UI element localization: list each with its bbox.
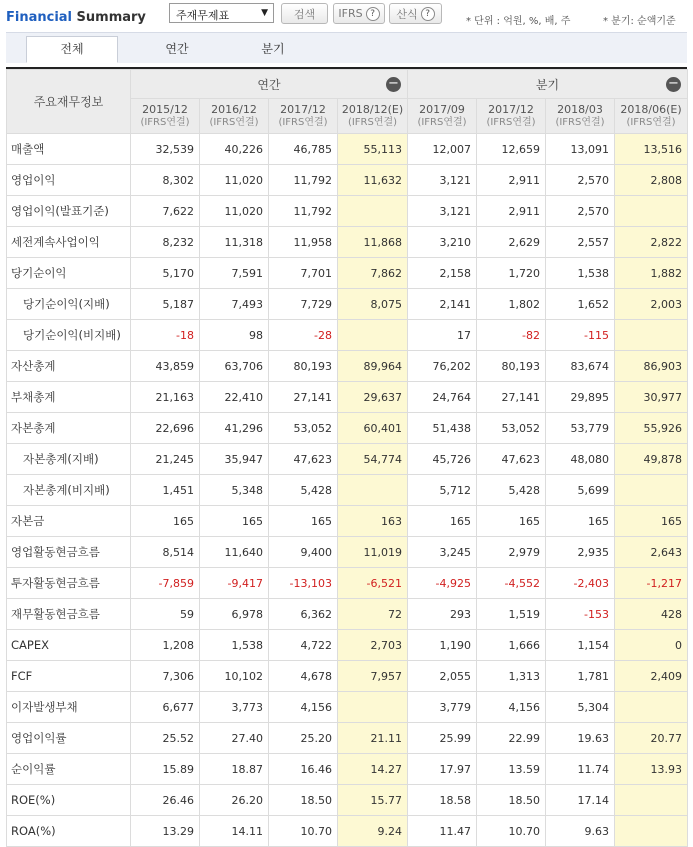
- table-cell: 27,141: [269, 382, 338, 413]
- table-cell: 3,245: [408, 537, 477, 568]
- table-cell: 53,779: [546, 413, 615, 444]
- table-cell: 16.46: [269, 754, 338, 785]
- table-cell: 72: [338, 599, 408, 630]
- statement-type-value: 주재무제표: [176, 9, 230, 22]
- table-cell: -6,521: [338, 568, 408, 599]
- table-cell: 13.59: [477, 754, 546, 785]
- table-cell: [338, 320, 408, 351]
- column-basis: (IFRS연결): [278, 117, 328, 128]
- table-cell: -7,859: [131, 568, 200, 599]
- table-cell: 7,957: [338, 661, 408, 692]
- row-label: 당기순이익: [7, 258, 131, 289]
- column-date: 2016/12: [211, 103, 257, 116]
- table-cell: [615, 816, 688, 847]
- table-cell: [338, 475, 408, 506]
- tab-all[interactable]: 전체: [26, 36, 118, 63]
- row-label: CAPEX: [7, 630, 131, 661]
- table-cell: 2,629: [477, 227, 546, 258]
- table-cell: 48,080: [546, 444, 615, 475]
- table-row: [7, 351, 688, 382]
- table-cell: 53,052: [269, 413, 338, 444]
- ifrs-help-button[interactable]: [333, 3, 385, 24]
- table-cell: 1,666: [477, 630, 546, 661]
- table-cell: 80,193: [477, 351, 546, 382]
- table-cell: 11.74: [546, 754, 615, 785]
- table-cell: 2,557: [546, 227, 615, 258]
- row-label: 자본총계(지배): [7, 444, 131, 475]
- table-cell: 25.20: [269, 723, 338, 754]
- table-cell: -18: [131, 320, 200, 351]
- table-cell: 22,410: [200, 382, 269, 413]
- column-header: [131, 99, 200, 134]
- table-cell: [615, 196, 688, 227]
- table-cell: 165: [546, 506, 615, 537]
- table-cell: 8,302: [131, 165, 200, 196]
- table-cell: 80,193: [269, 351, 338, 382]
- row-label: ROA(%): [7, 816, 131, 847]
- search-button[interactable]: [281, 3, 328, 24]
- table-cell: 35,947: [200, 444, 269, 475]
- table-cell: 24,764: [408, 382, 477, 413]
- question-icon: ?: [366, 7, 380, 21]
- table-cell: [338, 692, 408, 723]
- column-basis: (IFRS연결): [555, 117, 605, 128]
- collapse-quarter-icon[interactable]: −: [666, 77, 681, 92]
- table-row: [7, 630, 688, 661]
- financial-summary-table: [6, 67, 687, 847]
- table-cell: 40,226: [200, 134, 269, 165]
- table-cell: -4,925: [408, 568, 477, 599]
- column-date: 2017/12: [488, 103, 534, 116]
- row-label: 재무활동현금흐름: [7, 599, 131, 630]
- table-cell: 1,190: [408, 630, 477, 661]
- table-cell: 2,055: [408, 661, 477, 692]
- table-cell: 8,075: [338, 289, 408, 320]
- table-cell: 2,911: [477, 165, 546, 196]
- table-cell: 1,781: [546, 661, 615, 692]
- table-cell: [615, 692, 688, 723]
- column-header: [200, 99, 269, 134]
- table-row: [7, 196, 688, 227]
- table-cell: 10.70: [477, 816, 546, 847]
- table-cell: 18.58: [408, 785, 477, 816]
- table-cell: 21,245: [131, 444, 200, 475]
- table-cell: 18.50: [269, 785, 338, 816]
- table-cell: 21,163: [131, 382, 200, 413]
- table-row: [7, 413, 688, 444]
- row-label: 자본총계: [7, 413, 131, 444]
- quarter-group-label: 분기: [535, 77, 560, 92]
- table-cell: 49,878: [615, 444, 688, 475]
- column-header: [477, 99, 546, 134]
- unit-note: * 단위 : 억원, %, 배, 주: [466, 16, 571, 27]
- table-cell: 47,623: [269, 444, 338, 475]
- table-cell: 6,677: [131, 692, 200, 723]
- row-label: 매출액: [7, 134, 131, 165]
- table-cell: 11,868: [338, 227, 408, 258]
- table-row: [7, 227, 688, 258]
- row-label: 영업활동현금흐름: [7, 537, 131, 568]
- table-row: [7, 258, 688, 289]
- table-cell: 13,516: [615, 134, 688, 165]
- row-label: 자산총계: [7, 351, 131, 382]
- table-cell: 1,154: [546, 630, 615, 661]
- table-cell: 14.27: [338, 754, 408, 785]
- table-cell: 53,052: [477, 413, 546, 444]
- table-cell: 1,652: [546, 289, 615, 320]
- table-cell: [615, 785, 688, 816]
- table-cell: 7,701: [269, 258, 338, 289]
- table-cell: 4,678: [269, 661, 338, 692]
- table-cell: 17.14: [546, 785, 615, 816]
- formula-button-label: 산식: [396, 7, 418, 21]
- table-cell: 11,792: [269, 196, 338, 227]
- table-cell: -4,552: [477, 568, 546, 599]
- column-basis: (IFRS연결): [486, 117, 536, 128]
- table-cell: 11.47: [408, 816, 477, 847]
- table-row: [7, 537, 688, 568]
- table-cell: 54,774: [338, 444, 408, 475]
- table-cell: 27.40: [200, 723, 269, 754]
- table-cell: 165: [200, 506, 269, 537]
- table-cell: 26.20: [200, 785, 269, 816]
- table-row: [7, 165, 688, 196]
- column-header: [338, 99, 408, 134]
- table-cell: 165: [408, 506, 477, 537]
- table-cell: 19.63: [546, 723, 615, 754]
- table-cell: 59: [131, 599, 200, 630]
- table-cell: 22.99: [477, 723, 546, 754]
- period-tabs: [6, 32, 687, 63]
- row-label: ROE(%): [7, 785, 131, 816]
- table-row: [7, 661, 688, 692]
- table-cell: 9.63: [546, 816, 615, 847]
- question-icon: ?: [421, 7, 435, 21]
- table-cell: 165: [477, 506, 546, 537]
- formula-help-button[interactable]: [389, 3, 442, 24]
- table-cell: 1,519: [477, 599, 546, 630]
- table-cell: 10,102: [200, 661, 269, 692]
- table-cell: 25.52: [131, 723, 200, 754]
- table-cell: 60,401: [338, 413, 408, 444]
- table-cell: 5,712: [408, 475, 477, 506]
- table-cell: 7,493: [200, 289, 269, 320]
- row-label: 자본총계(비지배): [7, 475, 131, 506]
- table-cell: 63,706: [200, 351, 269, 382]
- title-prefix: Financial: [6, 10, 73, 25]
- table-cell: 45,726: [408, 444, 477, 475]
- table-row: [7, 568, 688, 599]
- quarter-group-header: [408, 70, 688, 99]
- table-cell: 1,720: [477, 258, 546, 289]
- table-cell: 8,232: [131, 227, 200, 258]
- table-cell: -13,103: [269, 568, 338, 599]
- table-cell: 1,802: [477, 289, 546, 320]
- table-row: [7, 816, 688, 847]
- tab-quarterly[interactable]: 분기: [261, 42, 285, 56]
- column-basis: (IFRS연결): [626, 117, 676, 128]
- column-date: 2017/09: [419, 103, 465, 116]
- table-cell: 2,141: [408, 289, 477, 320]
- table-cell: 1,538: [546, 258, 615, 289]
- table-cell: 11,318: [200, 227, 269, 258]
- row-label: 영업이익률: [7, 723, 131, 754]
- table-cell: 9.24: [338, 816, 408, 847]
- row-label: 자본금: [7, 506, 131, 537]
- table-cell: 29,637: [338, 382, 408, 413]
- collapse-annual-icon[interactable]: −: [386, 77, 401, 92]
- table-cell: 11,632: [338, 165, 408, 196]
- table-cell: 2,703: [338, 630, 408, 661]
- table-cell: 5,304: [546, 692, 615, 723]
- row-label: 순이익률: [7, 754, 131, 785]
- table-body: [7, 134, 688, 847]
- table-cell: 26.46: [131, 785, 200, 816]
- table-cell: 89,964: [338, 351, 408, 382]
- table-cell: -28: [269, 320, 338, 351]
- table-cell: 1,313: [477, 661, 546, 692]
- row-label: 당기순이익(지배): [7, 289, 131, 320]
- table-cell: 1,538: [200, 630, 269, 661]
- table-cell: -9,417: [200, 568, 269, 599]
- column-header: [408, 99, 477, 134]
- table-cell: 3,779: [408, 692, 477, 723]
- table-row: [7, 692, 688, 723]
- period-note: * 분기: 순액기준: [603, 16, 676, 27]
- column-header: [546, 99, 615, 134]
- table-cell: 6,362: [269, 599, 338, 630]
- table-cell: -115: [546, 320, 615, 351]
- table-cell: 3,773: [200, 692, 269, 723]
- page-title: [6, 10, 146, 25]
- row-label: 영업이익(발표기준): [7, 196, 131, 227]
- table-cell: 17.97: [408, 754, 477, 785]
- table-cell: 9,400: [269, 537, 338, 568]
- column-header: [269, 99, 338, 134]
- table-cell: 7,306: [131, 661, 200, 692]
- table-cell: 7,729: [269, 289, 338, 320]
- table-cell: 11,792: [269, 165, 338, 196]
- table-cell: 51,438: [408, 413, 477, 444]
- row-label: FCF: [7, 661, 131, 692]
- table-cell: 2,003: [615, 289, 688, 320]
- table-cell: 2,935: [546, 537, 615, 568]
- table-cell: 1,882: [615, 258, 688, 289]
- column-date: 2018/12(E): [341, 103, 404, 116]
- table-cell: 11,640: [200, 537, 269, 568]
- column-basis: (IFRS연결): [209, 117, 259, 128]
- table-cell: [338, 196, 408, 227]
- table-cell: 2,979: [477, 537, 546, 568]
- table-cell: 2,822: [615, 227, 688, 258]
- statement-type-select[interactable]: [169, 3, 274, 23]
- table-cell: 2,911: [477, 196, 546, 227]
- row-label: 투자활동현금흐름: [7, 568, 131, 599]
- table-cell: 7,862: [338, 258, 408, 289]
- table-cell: 0: [615, 630, 688, 661]
- annual-group-header: [131, 70, 408, 99]
- table-cell: 55,113: [338, 134, 408, 165]
- table-cell: 4,722: [269, 630, 338, 661]
- column-basis: (IFRS연결): [347, 117, 398, 128]
- table-cell: 165: [131, 506, 200, 537]
- table-cell: 3,121: [408, 165, 477, 196]
- table-row: [7, 134, 688, 165]
- table-row: [7, 289, 688, 320]
- table-row: [7, 475, 688, 506]
- table-cell: 2,570: [546, 165, 615, 196]
- table-cell: [615, 475, 688, 506]
- table-cell: 98: [200, 320, 269, 351]
- table-cell: 15.89: [131, 754, 200, 785]
- table-cell: 5,187: [131, 289, 200, 320]
- table-cell: 7,622: [131, 196, 200, 227]
- toolbar: [0, 0, 693, 32]
- table-cell: 29,895: [546, 382, 615, 413]
- table-cell: 165: [615, 506, 688, 537]
- table-cell: 2,409: [615, 661, 688, 692]
- row-label: 영업이익: [7, 165, 131, 196]
- table-cell: 3,121: [408, 196, 477, 227]
- table-cell: 18.87: [200, 754, 269, 785]
- table-cell: 5,170: [131, 258, 200, 289]
- table-cell: 13.93: [615, 754, 688, 785]
- ifrs-button-label: IFRS: [338, 7, 363, 20]
- table-cell: 12,007: [408, 134, 477, 165]
- table-cell: 20.77: [615, 723, 688, 754]
- table-cell: 13.29: [131, 816, 200, 847]
- column-basis: (IFRS연결): [140, 117, 190, 128]
- table-cell: 76,202: [408, 351, 477, 382]
- table-cell: 2,808: [615, 165, 688, 196]
- table-cell: 47,623: [477, 444, 546, 475]
- table-cell: 2,643: [615, 537, 688, 568]
- table-cell: 2,570: [546, 196, 615, 227]
- table-cell: 86,903: [615, 351, 688, 382]
- table-cell: 11,958: [269, 227, 338, 258]
- table-cell: -153: [546, 599, 615, 630]
- table-cell: 6,978: [200, 599, 269, 630]
- table-cell: 5,348: [200, 475, 269, 506]
- table-cell: -82: [477, 320, 546, 351]
- table-row: [7, 785, 688, 816]
- table-cell: 293: [408, 599, 477, 630]
- row-label: 부채총계: [7, 382, 131, 413]
- table-cell: 43,859: [131, 351, 200, 382]
- table-cell: 55,926: [615, 413, 688, 444]
- table-cell: 3,210: [408, 227, 477, 258]
- table-row: [7, 382, 688, 413]
- title-suffix: Summary: [72, 10, 146, 25]
- corner-header: 주요재무정보: [7, 70, 131, 134]
- table-cell: 5,428: [477, 475, 546, 506]
- table-cell: 165: [269, 506, 338, 537]
- column-date: 2018/06(E): [620, 103, 682, 116]
- table-cell: 83,674: [546, 351, 615, 382]
- column-date: 2017/12: [280, 103, 326, 116]
- row-label: 이자발생부채: [7, 692, 131, 723]
- table-row: [7, 723, 688, 754]
- table-cell: 1,451: [131, 475, 200, 506]
- table-cell: 27,141: [477, 382, 546, 413]
- table-cell: 17: [408, 320, 477, 351]
- table-cell: 41,296: [200, 413, 269, 444]
- table-cell: 428: [615, 599, 688, 630]
- table-cell: 2,158: [408, 258, 477, 289]
- column-date: 2018/03: [557, 103, 603, 116]
- column-basis: (IFRS연결): [417, 117, 467, 128]
- table-cell: 15.77: [338, 785, 408, 816]
- table-cell: 11,020: [200, 196, 269, 227]
- annual-group-label: 연간: [257, 77, 281, 92]
- table-cell: 5,428: [269, 475, 338, 506]
- column-header: [615, 99, 688, 134]
- table-cell: 12,659: [477, 134, 546, 165]
- table-cell: 14.11: [200, 816, 269, 847]
- column-date: 2015/12: [142, 103, 188, 116]
- table-cell: 11,019: [338, 537, 408, 568]
- table-cell: 10.70: [269, 816, 338, 847]
- table-cell: 21.11: [338, 723, 408, 754]
- table-cell: -1,217: [615, 568, 688, 599]
- table-cell: 4,156: [269, 692, 338, 723]
- row-label: 세전계속사업이익: [7, 227, 131, 258]
- table-cell: 25.99: [408, 723, 477, 754]
- table-row: [7, 444, 688, 475]
- table-row: [7, 754, 688, 785]
- table-cell: 13,091: [546, 134, 615, 165]
- row-label: 당기순이익(비지배): [7, 320, 131, 351]
- table-cell: 18.50: [477, 785, 546, 816]
- table-cell: 4,156: [477, 692, 546, 723]
- table-cell: 8,514: [131, 537, 200, 568]
- table-row: [7, 599, 688, 630]
- table-row: [7, 320, 688, 351]
- table-cell: 22,696: [131, 413, 200, 444]
- table-cell: 46,785: [269, 134, 338, 165]
- table-cell: -2,403: [546, 568, 615, 599]
- table-cell: 163: [338, 506, 408, 537]
- table-cell: [615, 320, 688, 351]
- table-cell: 32,539: [131, 134, 200, 165]
- chevron-down-icon: ▼: [261, 8, 268, 18]
- table-cell: 5,699: [546, 475, 615, 506]
- table-cell: 30,977: [615, 382, 688, 413]
- table-row: [7, 506, 688, 537]
- table-cell: 7,591: [200, 258, 269, 289]
- tab-annual[interactable]: 연간: [165, 42, 189, 56]
- table-cell: 11,020: [200, 165, 269, 196]
- search-button-label: 검색: [293, 7, 316, 21]
- table-cell: 1,208: [131, 630, 200, 661]
